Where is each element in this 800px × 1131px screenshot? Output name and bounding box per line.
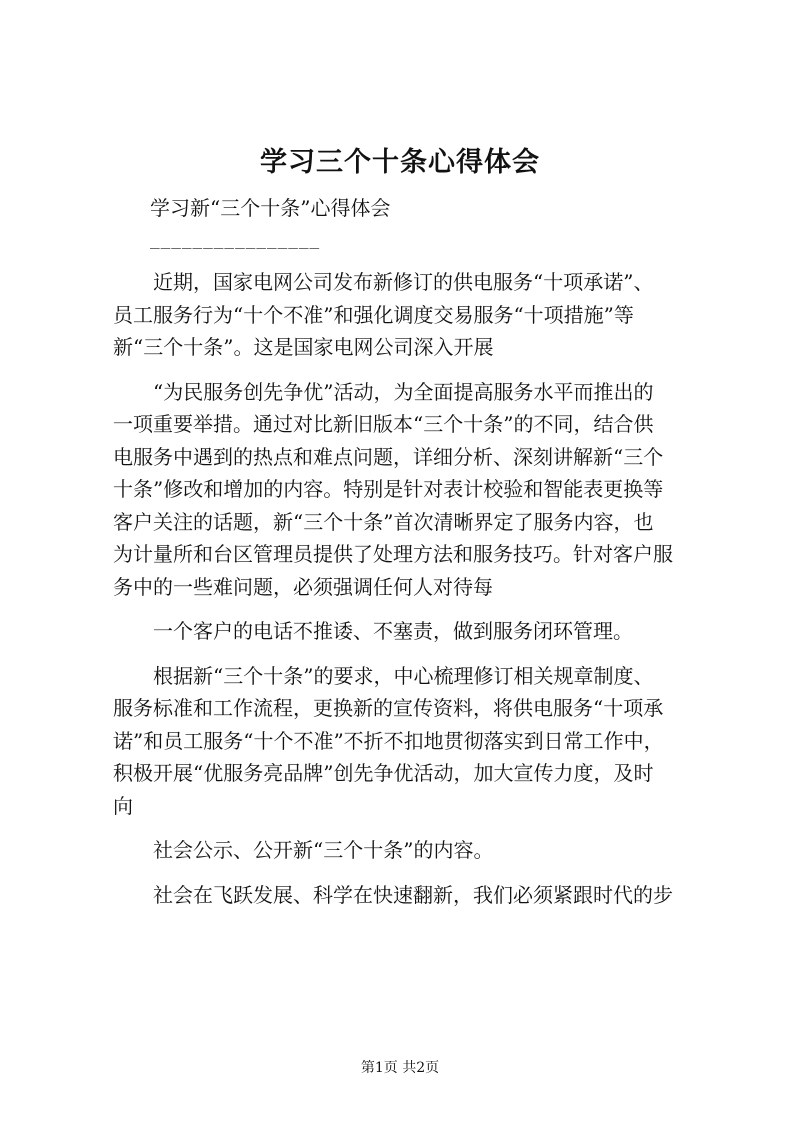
paragraph-line: 社会在飞跃发展、科学在快速翻新，我们必须紧跟时代的步 [153,882,673,907]
paragraph [113,266,713,364]
paragraph-line: 务中的一些难问题，必须强调任何人对待每 [113,574,493,599]
paragraph-line: 近期，国家电网公司发布新修订的供电服务“十项承诺”、 [153,270,654,294]
paragraph-line: 一个客户的电话不推诿、不塞责，做到服务闭环管理。 [153,619,633,643]
document-body [113,266,713,923]
paragraph [113,879,713,912]
page-footer: 第1页 共2页 [360,1060,440,1076]
paragraph-line: 积极开展“优服务亮品牌”创先争优活动，加大宣传力度，及时 [113,761,654,785]
paragraph-line: 客户关注的话题，新“三个十条”首次清晰界定了服务内容，也 [113,509,654,534]
paragraph [113,376,713,604]
paragraph-line: 向 [113,793,133,818]
paragraph [113,615,713,648]
document-subtitle: 学习新“三个十条”心得体会 [150,196,391,220]
paragraph-line: 根据新“三个十条”的要求，中心梳理修订相关规章制度、 [153,663,654,688]
paragraph [113,834,713,867]
paragraph-line: 服务标准和工作流程，更换新的宣传资料，将供电服务“十项承 [113,696,664,720]
paragraph-line: “为民服务创先争优”活动，为全面提高服务水平而推出的 [153,379,654,404]
paragraph-line: 为计量所和台区管理员提供了处理方法和服务技巧。针对客户服 [113,542,673,566]
paragraph-line: 一项重要举措。通过对比新旧版本“三个十条”的不同，结合供 [113,412,654,436]
paragraph-line: 社会公示、公开新“三个十条”的内容。 [153,838,494,862]
paragraph [113,660,713,823]
paragraph-line: 诺”和员工服务“十个不准”不折不扣地贯彻落实到日常工作中， [113,728,664,753]
paragraph-line: 新“三个十条”。这是国家电网公司深入开展 [113,335,494,359]
document-title: 学习三个十条心得体会 [260,147,540,178]
paragraph-line: 十条”修改和增加的内容。特别是针对表计校验和智能表更换等 [113,477,664,501]
divider-line: ________________ [150,230,321,249]
paragraph-line: 员工服务行为“十个不准”和强化调度交易服务“十项措施”等 [113,302,634,327]
paragraph-line: 电服务中遇到的热点和难点问题，详细分析、深刻讲解新“三个 [113,444,664,469]
